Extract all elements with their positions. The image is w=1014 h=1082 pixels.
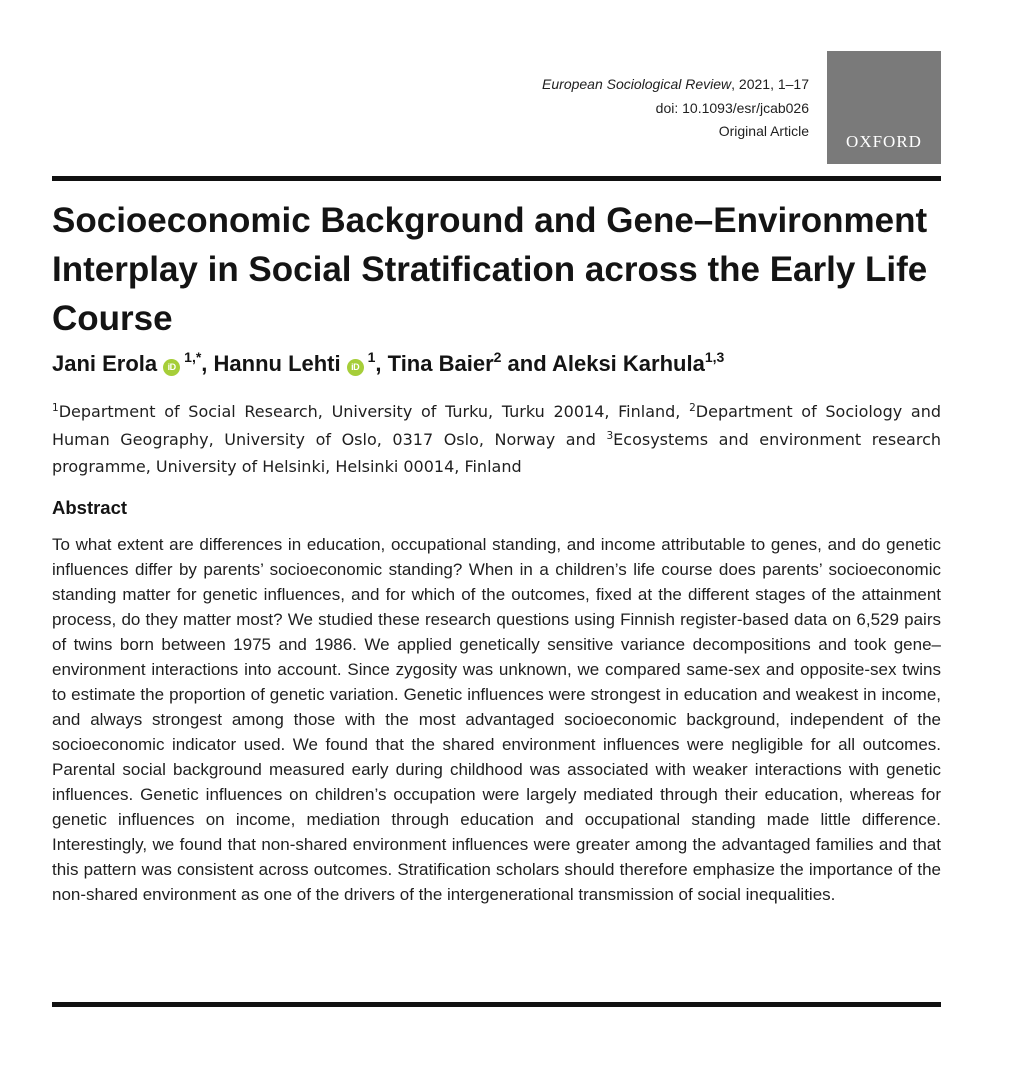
article-type: Original Article	[718, 123, 809, 139]
affiliations	[52, 398, 941, 481]
affiliation-number: 2	[689, 402, 696, 414]
author-affiliation-marker: 1,3	[704, 349, 725, 365]
author-separator: ,	[201, 351, 214, 376]
author-separator: and	[501, 351, 552, 376]
abstract-heading: Abstract	[52, 497, 128, 518]
affiliation-number: 3	[606, 429, 614, 442]
journal-citation	[542, 73, 809, 97]
oxford-logo-text: OXFORD	[846, 132, 922, 151]
article-title: Socioeconomic Background and Gene–Environment Interplay in Social Stratification across the Early Life Course	[52, 201, 928, 338]
journal-year-pages: , 2021, 1–17	[731, 76, 809, 92]
author-affiliation-marker: 1	[367, 349, 376, 365]
author-affiliation-marker: 1,*	[184, 349, 202, 365]
affiliation-text: Department of Sociology and Human Geography, University of Oslo, 0317 Oslo, Norway and	[52, 402, 942, 449]
orcid-icon[interactable]: iD	[163, 359, 180, 376]
footer-rule	[52, 1002, 941, 1007]
author-list	[52, 348, 941, 380]
journal-name: European Sociological Review	[542, 76, 732, 92]
author-separator: ,	[375, 351, 388, 376]
header-rule	[52, 176, 941, 181]
author-name: Hannu Lehti	[213, 351, 341, 376]
affiliation-text: Department of Social Research, University of Turku, Turku 20014, Finland,	[58, 402, 690, 421]
abstract-text: To what extent are differences in education, occupational standing, and income attributable to genes, and do genetic influences differ by parents’ socioeconomic standing? When in a children’s life course does parents’ socioeconomic standing matter for genetic influences, and for which of the outcomes, fixed at the different stages of the attainment process, do they matter most? We studied these research questions using Finnish register-based data on 6,529 pairs of twins born between 1975 and 1986. We applied genetically sensitive variance decompositions and took gene–environment interactions into account. Since zygosity was unknown, we compared same-sex and opposite-sex twins to estimate the proportion of genetic variation. Genetic influences were strongest in education and weakest in income, and always strongest among those with the most advantaged socioeconomic background, independent of the socioeconomic indicator used. We found that the shared environment influences were negligible for all outcomes. Parental social background measured early during childhood was associated with weaker interactions with genetic influences. Genetic influences on children’s occupation were largely mediated through their education, whereas for genetic influences on income, mediation through education and occupational standing made little difference. Interestingly, we found that non-shared environment influences were greater among the advantaged families and that this pattern was consistent across outcomes. Stratification scholars should therefore emphasize the importance of the non-shared environment as one of the drivers of the intergenerational transmission of social inequalities.	[52, 535, 941, 904]
journal-info	[542, 73, 809, 144]
author-name: Jani Erola	[52, 351, 158, 376]
article-first-page	[52, 0, 941, 1082]
author-name: Tina Baier	[387, 351, 494, 376]
author-affiliation-marker: 2	[493, 349, 502, 365]
author-name: Aleksi Karhula	[551, 351, 705, 376]
journal-doi: doi: 10.1093/esr/jcab026	[655, 99, 809, 116]
orcid-icon[interactable]: iD	[347, 359, 364, 376]
oxford-logo	[827, 51, 941, 164]
affiliation-number: 1	[52, 402, 59, 414]
affiliation-text: Ecosystems and environment research programme, University of Helsinki, Helsinki 00014, Finland	[52, 429, 941, 476]
